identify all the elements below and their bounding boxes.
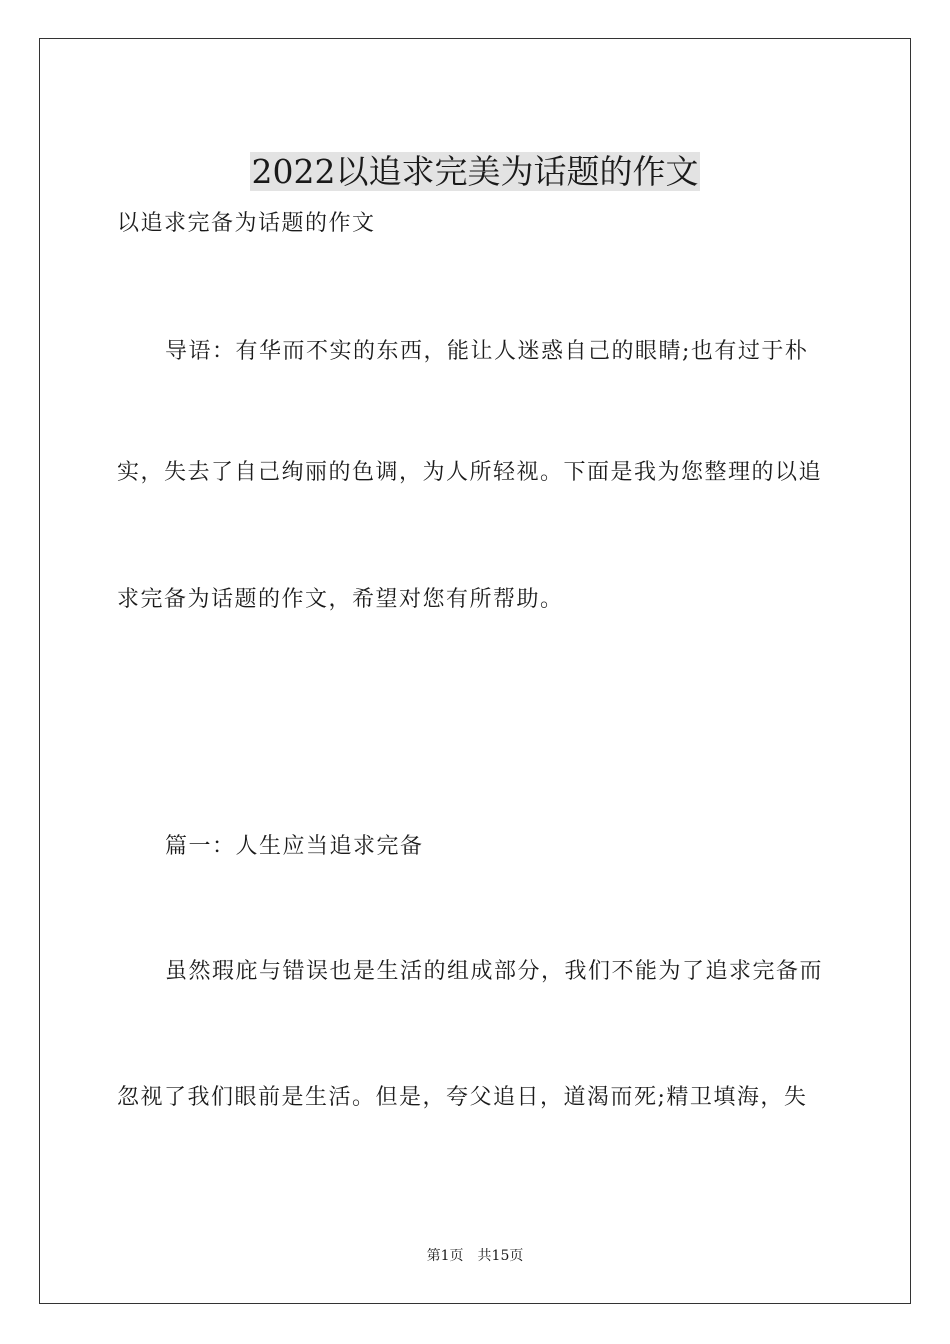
page-number-current: 第1页 xyxy=(426,1248,464,1264)
intro-line-3: 求完备为话题的作文，希望对您有所帮助。 xyxy=(117,587,564,612)
subtitle-line: 以追求完备为话题的作文 xyxy=(117,211,376,236)
intro-line-2: 实，失去了自己绚丽的色调，为人所轻视。下面是我为您整理的以追 xyxy=(117,460,823,485)
body-line-1: 虽然瑕庇与错误也是生活的组成部分，我们不能为了追求完备而 xyxy=(165,959,824,984)
body-line-2: 忽视了我们眼前是生活。但是，夸父追日，道渴而死;精卫填海，失 xyxy=(117,1085,808,1110)
page-footer xyxy=(0,1246,950,1266)
document-title-text: 2022以追求完美为话题的作文 xyxy=(251,152,699,192)
page-number-total: 共15页 xyxy=(477,1248,524,1264)
document-title xyxy=(0,150,950,194)
section-heading: 篇一：人生应当追求完备 xyxy=(165,834,424,859)
intro-line-1: 导语：有华而不实的东西，能让人迷惑自己的眼睛;也有过于朴 xyxy=(165,339,809,364)
